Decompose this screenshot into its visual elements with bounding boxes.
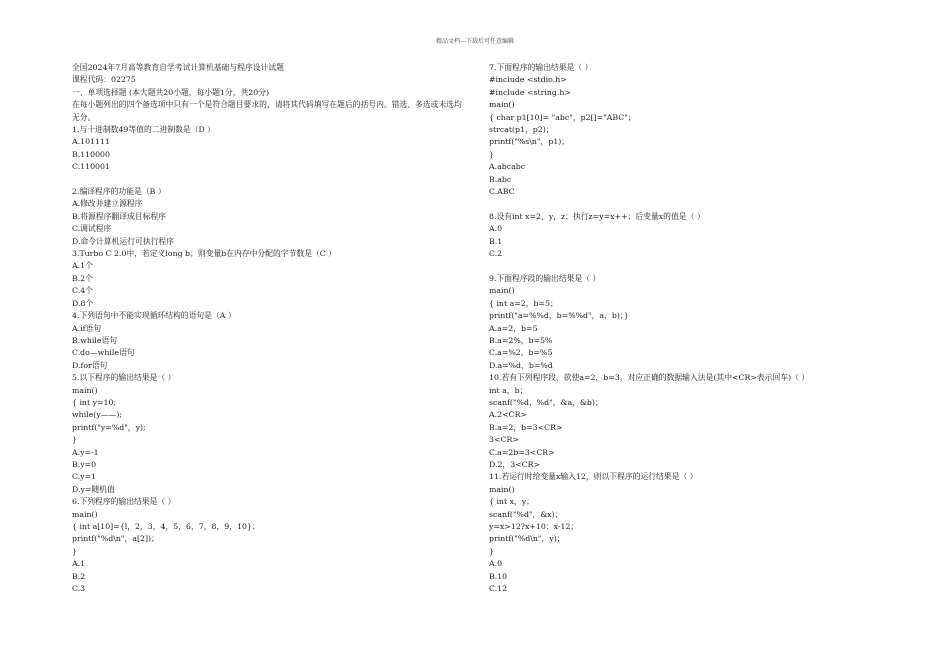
text-line: C.a=2b=3<CR> — [489, 447, 555, 457]
text-line: A.修改并建立源程序 — [72, 199, 143, 209]
blank-line — [489, 198, 884, 210]
blank-line — [489, 260, 884, 272]
text-line: A.y=-1 — [72, 447, 99, 457]
text-line: 全国2024年7月高等教育自学考试计算机基础与程序设计试题 — [72, 63, 284, 72]
text-line: printf("y=%d"，y); — [72, 422, 146, 432]
text-line: } — [489, 546, 494, 556]
text-line: printf("%s\n"，p1)； — [489, 137, 570, 147]
text-line: C.do—while语句 — [72, 348, 135, 358]
text-line: B.2 — [72, 571, 86, 581]
text-line: B.1 — [489, 236, 503, 246]
text-line: main() — [489, 100, 515, 110]
text-line: B.a=2，b=3<CR> — [489, 422, 563, 432]
text-line: printf("%d\n"，a[2])； — [72, 534, 159, 544]
text-line: 8.设有int x=2，y，z；执行z=y=x++；后变量x的值是（ ） — [489, 211, 705, 221]
text-line: } — [72, 435, 77, 445]
text-line: B.a=2%，b=5% — [489, 335, 553, 345]
text-line: 9.下面程序段的输出结果是（ ） — [489, 273, 601, 283]
text-line: D.2，3<CR> — [489, 459, 541, 469]
text-line: printf("%d\n"，y)； — [489, 534, 565, 544]
text-line: A.0 — [489, 224, 503, 234]
text-line: C.110001 — [72, 162, 110, 172]
text-line: A.1 — [72, 559, 86, 569]
text-line: B.将源程序翻译成目标程序 — [72, 211, 166, 221]
text-line: B.while语句 — [72, 335, 118, 345]
text-line: D.命令计算机运行可执行程序 — [72, 236, 175, 246]
text-line: #include <stdio.h> — [489, 75, 567, 85]
text-line: } — [489, 149, 494, 159]
text-line: B.abc — [489, 174, 512, 184]
text-line: D.for语句 — [72, 360, 108, 370]
text-line: main() — [72, 385, 98, 395]
text-line: 7.下面程序的输出结果是（ ） — [489, 63, 593, 72]
text-line: A.0 — [489, 559, 503, 569]
text-line: #include <string.h> — [489, 87, 571, 97]
text-line: 3.Turbo C 2.0中，若定义long b；则变量b在内存中分配的字节数是（C ） — [72, 249, 337, 259]
text-line: A.101111 — [72, 137, 110, 147]
text-line: C.y=1 — [72, 472, 97, 482]
text-line: D.8个 — [72, 298, 94, 308]
text-line: { char p1[10]= "abc"，p2[]="ABC"； — [489, 112, 636, 122]
text-line: A.abcabc — [489, 162, 526, 172]
text-line: A.a=2，b=5 — [489, 323, 538, 333]
text-line: strcat(p1，p2)； — [489, 125, 554, 135]
text-line: scanf("%d"，&x)； — [489, 509, 563, 519]
text-line: 1.与十进制数49等值的二进制数是（D ） — [72, 125, 216, 135]
text-line: int a，b； — [489, 385, 528, 395]
text-line: main() — [489, 484, 515, 494]
text-line: main() — [72, 509, 98, 519]
text-line: 2.编译程序的功能是（B ） — [72, 187, 166, 197]
text-line: C.ABC — [489, 187, 515, 197]
text-line: A.1个 — [72, 261, 93, 271]
text-line: 课程代码：02275 — [72, 75, 136, 85]
text-line: { int y=10; — [72, 397, 117, 407]
text-line: D.a=%d，b=%d — [489, 360, 553, 370]
blank-line — [72, 174, 464, 186]
text-line: D.y=随机值 — [72, 484, 115, 494]
text-line: C.调试程序 — [72, 224, 112, 234]
text-line: scanf("%d，%d"，&a，&b)； — [489, 397, 603, 407]
text-line: 在每小题列出的四个备选项中只有一个是符合题目要求的，请将其代码填写在题后的括号内。错选、多选或未选均无分。 — [72, 100, 462, 122]
text-line: 5.以下程序的输出结果是（ ） — [72, 373, 176, 383]
text-line: { int a=2，b=5； — [489, 298, 558, 308]
text-line: 6.下列程序的输出结果是（ ） — [72, 497, 176, 507]
text-line: B.10 — [489, 571, 508, 581]
text-line: } — [72, 546, 77, 556]
page-header: 精品文档---下载后可任意编辑 — [435, 38, 515, 45]
text-line: C.12 — [489, 584, 508, 594]
text-line: 3<CR> — [489, 435, 519, 445]
text-line: 一、单项选择题 (本大题共20小题，每小题1分，共20分) — [72, 87, 270, 97]
right-column — [489, 62, 884, 595]
text-line: 10.若有下列程序段，欲使a=2，b=3，对应正确的数据输入法是(其中<CR>表示回车)（ ） — [489, 373, 810, 383]
text-line: { int a[10]={l，2，3，4，5，6，7，8，9，10}； — [72, 522, 260, 532]
text-line: C.4个 — [72, 286, 93, 296]
text-line: B.110000 — [72, 149, 110, 159]
text-line: C.3 — [72, 584, 86, 594]
text-line: y=x>12?x+10：x-12； — [489, 522, 579, 531]
text-line: A.if语句 — [72, 323, 102, 333]
text-line: C.2 — [489, 249, 503, 259]
text-line: C.a=%2，b=%5 — [489, 348, 553, 358]
text-line: { int x，y； — [489, 497, 534, 507]
left-column — [72, 62, 464, 595]
text-line: B.y=0 — [72, 459, 97, 469]
text-line: 11.若运行时给变量x输入12，则以下程序的运行结果是（ ） — [489, 472, 698, 482]
text-line: 4.下列语句中不能实现循环结构的语句是（A ） — [72, 311, 236, 321]
text-line: while(y——); — [72, 410, 123, 420]
text-line: printf("a=%%d，b=%%d"，a，b)；} — [489, 311, 629, 321]
text-line: main() — [489, 286, 515, 296]
text-line: A.2<CR> — [489, 410, 527, 420]
text-line: B.2个 — [72, 273, 93, 283]
